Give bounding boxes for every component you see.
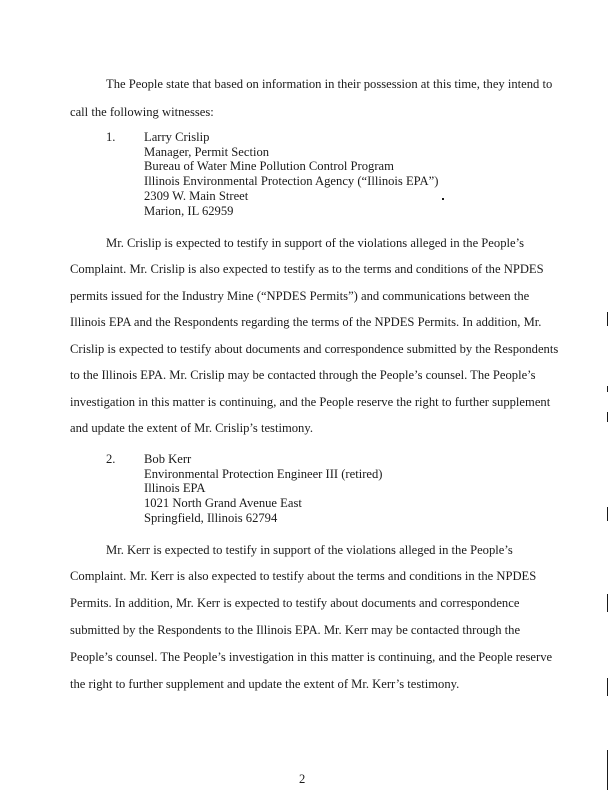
witness-1-para-line-2: Complaint. Mr. Crislip is also expected to testify as to the terms and conditions of the NPDES <box>70 262 544 276</box>
witness-1-bureau: Bureau of Water Mine Pollution Control Program <box>144 159 394 174</box>
intro-line-2: call the following witnesses: <box>70 105 214 119</box>
witness-1-agency: Illinois Environmental Protection Agency (“Illinois EPA”) <box>144 174 439 189</box>
witness-2-number: 2. <box>106 452 116 466</box>
scan-mark <box>607 594 608 612</box>
witness-2-para-line-3: Permits. In addition, Mr. Kerr is expected to testify about documents and correspondence <box>70 596 520 610</box>
witness-2-para-line-2: Complaint. Mr. Kerr is also expected to testify about the terms and conditions in the NPDES <box>70 569 537 583</box>
witness-1-para-line-5: Crislip is expected to testify about documents and correspondence submitted by the Respondents <box>70 342 559 356</box>
witness-1-name: Larry Crislip <box>144 130 210 144</box>
witness-1-address <box>144 130 438 218</box>
witness-1-para-line-1: Mr. Crislip is expected to testify in support of the violations alleged in the People’s <box>106 236 524 250</box>
intro-line-1: The People state that based on information in their possession at this time, they intend to <box>106 77 553 91</box>
witness-1-para-line-6: to the Illinois EPA. Mr. Crislip may be contacted through the People’s counsel. The People’s <box>70 368 536 382</box>
witness-1-title: Manager, Permit Section <box>144 144 270 159</box>
witness-2-city: Springfield, Illinois 62794 <box>144 510 278 525</box>
scan-mark <box>607 750 608 790</box>
scan-mark <box>607 678 608 696</box>
witness-2-para-line-6: the right to further supplement and update the extent of Mr. Kerr’s testimony. <box>70 677 460 691</box>
witness-2-name: Bob Kerr <box>144 452 192 466</box>
witness-1-para-line-4: Illinois EPA and the Respondents regarding the terms of the NPDES Permits. In addition, Mr. <box>70 315 542 329</box>
witness-1-para-line-8: and update the extent of Mr. Crislip’s testimony. <box>70 421 313 435</box>
witness-2-para-line-4: submitted by the Respondents to the Illinois EPA. Mr. Kerr may be contacted through the <box>70 623 521 637</box>
witness-2-street: 1021 North Grand Avenue East <box>144 496 302 511</box>
witness-1-para-line-7: investigation in this matter is continuing, and the People reserve the right to further supplement <box>70 395 551 409</box>
witness-2-para-line-5: People’s counsel. The People’s investigation in this matter is continuing, and the People reserve <box>70 650 553 664</box>
witness-2-address <box>144 452 383 526</box>
witness-1-number: 1. <box>106 130 116 144</box>
scan-mark <box>607 386 608 392</box>
witness-2-title: Environmental Protection Engineer III (retired) <box>144 466 383 481</box>
page-number: 2 <box>299 772 306 786</box>
scan-mark <box>607 507 608 521</box>
witness-1-para-line-3: permits issued for the Industry Mine (“NPDES Permits”) and communications between the <box>70 289 530 303</box>
scan-mark <box>607 312 608 326</box>
scan-mark <box>607 412 608 422</box>
scan-speck <box>442 198 444 200</box>
witness-1-street: 2309 W. Main Street <box>144 188 249 203</box>
witness-2-para-line-1: Mr. Kerr is expected to testify in support of the violations alleged in the People’s <box>106 543 513 557</box>
witness-2-agency: Illinois EPA <box>144 481 206 496</box>
witness-1-city: Marion, IL 62959 <box>144 203 234 218</box>
